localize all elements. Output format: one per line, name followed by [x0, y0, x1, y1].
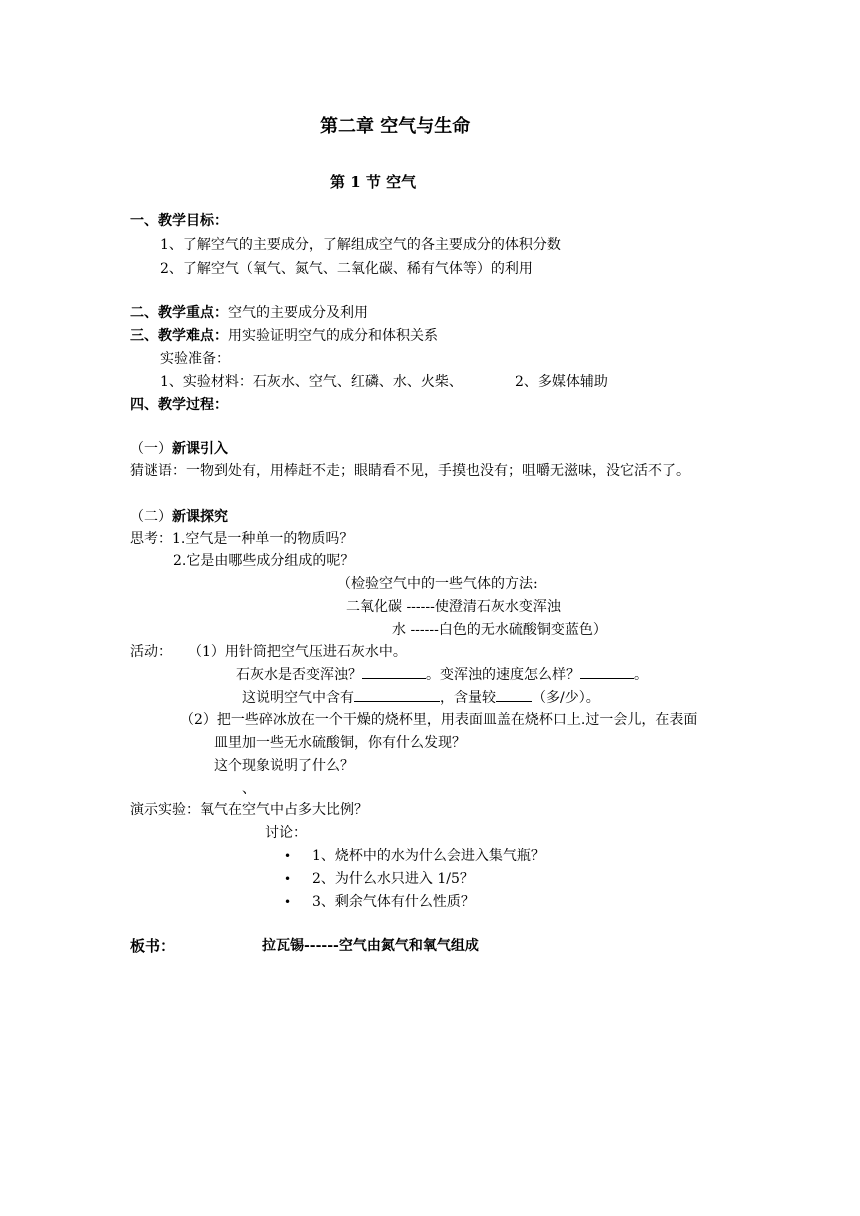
bullet-icon: •	[284, 895, 292, 909]
riddle-text: 猜谜语：一物到处有，用棒赶不走；眼睛看不见，手摸也没有；咀嚼无滋味，没它活不了。	[130, 463, 690, 479]
think-question-1: 思考：1.空气是一种单一的物质吗？	[130, 531, 354, 547]
activity-2-line-2: 皿里加一些无水硫酸铜，你有什么发现？	[214, 735, 466, 751]
board-label: 板书：	[130, 937, 176, 955]
test-method-intro: （检验空气中的一些气体的方法:	[337, 576, 538, 592]
demo-experiment: 演示实验：氧气在空气中占多大比例？	[130, 802, 368, 818]
key-points-heading: 二、教学重点：	[130, 305, 228, 321]
intro-heading-prefix: （一）	[130, 441, 172, 457]
answer-blank	[496, 687, 532, 702]
chapter-title: 第二章 空气与生命	[320, 116, 471, 137]
answer-blank	[580, 664, 634, 679]
explore-heading-line	[130, 507, 228, 527]
discuss-item: 1、烧杯中的水为什么会进入集气瓶？	[312, 848, 545, 864]
section-title: 第 1 节 空气	[330, 173, 417, 191]
activity-label: 活动：	[130, 644, 172, 660]
q2-text-b: ，含量较	[440, 690, 496, 706]
prep-materials: 1、实验材料：石灰水、空气、红磷、水、火柴、	[160, 374, 463, 390]
discuss-item: 3、剩余气体有什么性质？	[312, 894, 475, 910]
bullet-icon: •	[284, 872, 292, 886]
q1-text-c: 。	[634, 667, 648, 683]
discuss-item: 2、为什么水只进入 1/5？	[312, 871, 474, 887]
board-text: 拉瓦锡------空气由氮气和氧气组成	[262, 938, 479, 954]
process-heading: 四、教学过程：	[130, 397, 228, 413]
intro-heading-line	[130, 439, 228, 459]
discuss-label: 讨论：	[265, 825, 307, 841]
stray-mark: 、	[242, 781, 256, 797]
answer-blank	[354, 687, 440, 702]
q1-text-b: 。变浑浊的速度怎么样？	[426, 667, 580, 683]
intro-heading: 新课引入	[172, 441, 228, 457]
question-content	[242, 687, 600, 708]
test-co2: 二氧化碳 ------使澄清石灰水变浑浊	[346, 599, 561, 615]
explore-heading: 新课探究	[172, 509, 228, 525]
bullet-icon: •	[284, 849, 292, 863]
goals-heading: 一、教学目标：	[130, 213, 228, 229]
difficulties-heading: 三、教学难点：	[130, 328, 228, 344]
activity-1: （1）用针筒把空气压进石灰水中。	[188, 644, 407, 660]
q1-text-a: 石灰水是否变浑浊？	[236, 667, 362, 683]
think-question-2: 2.它是由哪些成分组成的呢？	[173, 553, 355, 569]
q2-text-a: 这说明空气中含有	[242, 690, 354, 706]
question-limewater	[236, 664, 648, 685]
key-points-text: 空气的主要成分及利用	[228, 305, 368, 321]
goal-item: 1、了解空气的主要成分，了解组成空气的各主要成分的体积分数	[160, 237, 561, 253]
prep-label: 实验准备：	[160, 351, 230, 367]
answer-blank	[362, 664, 426, 679]
activity-2-question: 这个现象说明了什么？	[214, 758, 354, 774]
prep-media: 2、多媒体辅助	[515, 374, 608, 390]
difficulties-text: 用实验证明空气的成分和体积关系	[228, 328, 438, 344]
difficulties-line	[130, 326, 438, 346]
explore-heading-prefix: （二）	[130, 509, 172, 525]
key-points-line	[130, 303, 368, 323]
activity-2-line-1: （2）把一些碎冰放在一个干燥的烧杯里，用表面皿盖在烧杯口上.过一会儿，在表面	[180, 712, 698, 728]
q2-text-c: （多/少）。	[532, 690, 600, 706]
goal-item: 2、了解空气（氧气、氮气、二氧化碳、稀有气体等）的利用	[160, 261, 533, 277]
test-water: 水 ------白色的无水硫酸铜变蓝色）	[392, 622, 607, 638]
